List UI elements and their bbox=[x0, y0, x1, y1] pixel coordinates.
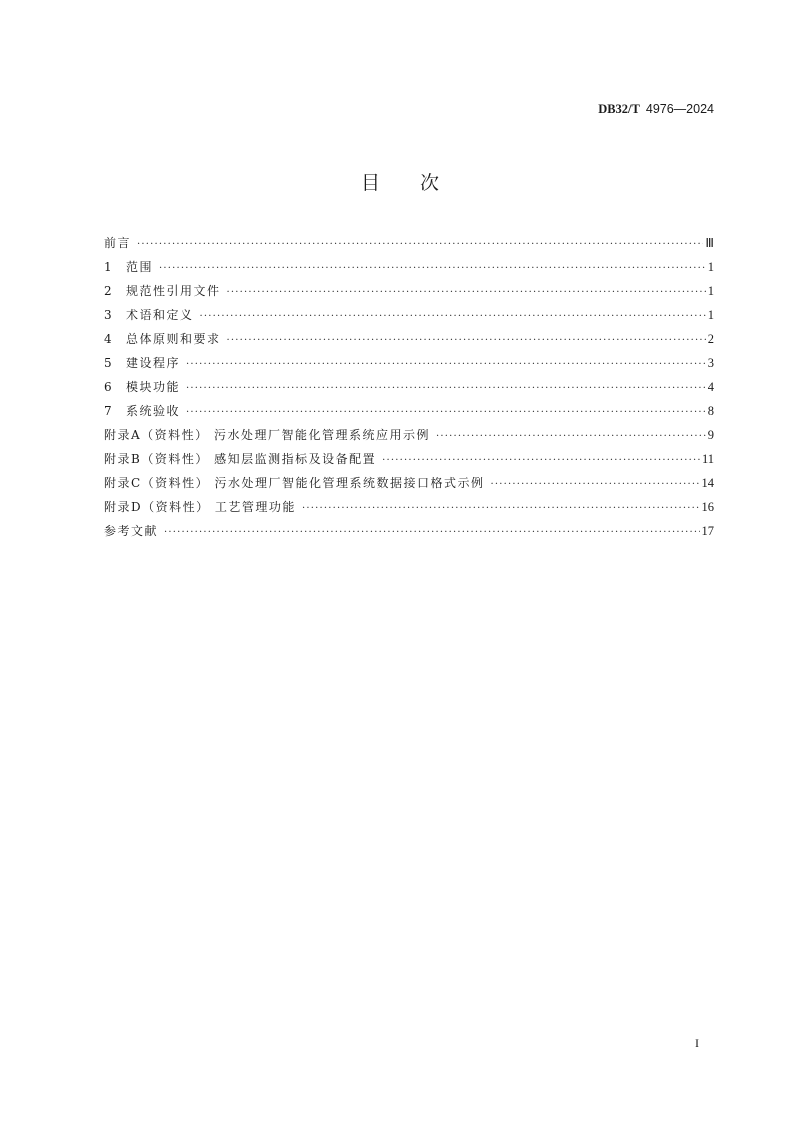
toc-entry-page: 3 bbox=[707, 356, 714, 370]
table-of-contents bbox=[104, 234, 714, 546]
toc-entry-page: 9 bbox=[707, 428, 714, 442]
toc-entry-4[interactable] bbox=[104, 330, 714, 354]
toc-entry-label: 术语和定义 bbox=[126, 308, 194, 322]
toc-entry-number: 6 bbox=[104, 380, 112, 394]
toc-entry-page: 2 bbox=[707, 332, 714, 346]
standard-code-number: 4976—2024 bbox=[645, 102, 714, 116]
dot-leader bbox=[186, 359, 706, 370]
toc-entry-5[interactable] bbox=[104, 354, 714, 378]
toc-entry-label: 建设程序 bbox=[126, 356, 181, 370]
dot-leader bbox=[200, 311, 706, 322]
dot-leader bbox=[164, 527, 699, 538]
toc-entry-page: Ⅲ bbox=[705, 236, 714, 250]
toc-entry-2[interactable] bbox=[104, 282, 714, 306]
toc-entry-number: 5 bbox=[104, 356, 112, 370]
toc-entry-number: 1 bbox=[104, 260, 112, 274]
toc-entry-page: 11 bbox=[701, 452, 714, 466]
standard-code bbox=[598, 101, 714, 117]
toc-entry-label: 附录B（资料性） 感知层监测指标及设备配置 bbox=[104, 452, 377, 466]
toc-entry-appendix-b[interactable] bbox=[104, 450, 714, 474]
toc-entry-label: 附录A（资料性） 污水处理厂智能化管理系统应用示例 bbox=[104, 428, 430, 442]
toc-entry-1[interactable] bbox=[104, 258, 714, 282]
dot-leader bbox=[491, 479, 700, 490]
toc-entry-page: 1 bbox=[707, 308, 714, 322]
toc-entry-number: 3 bbox=[104, 308, 112, 322]
toc-entry-6[interactable] bbox=[104, 378, 714, 402]
toc-entry-page: 17 bbox=[701, 524, 714, 538]
toc-entry-label: 范围 bbox=[126, 260, 154, 274]
toc-entry-page: 1 bbox=[707, 284, 714, 298]
toc-entry-label: 规范性引用文件 bbox=[126, 284, 221, 298]
toc-entry-number: 4 bbox=[104, 332, 112, 346]
toc-entry-3[interactable] bbox=[104, 306, 714, 330]
toc-entry-number: 7 bbox=[104, 404, 112, 418]
dot-leader bbox=[302, 503, 700, 514]
standard-code-prefix: DB32/T bbox=[598, 102, 640, 116]
toc-entry-label: 总体原则和要求 bbox=[126, 332, 221, 346]
toc-entry-label: 附录D（资料性） 工艺管理功能 bbox=[104, 500, 296, 514]
toc-entry-appendix-a[interactable] bbox=[104, 426, 714, 450]
toc-entry-bibliography[interactable] bbox=[104, 522, 714, 546]
page-number: I bbox=[695, 1036, 699, 1050]
toc-entry-label: 模块功能 bbox=[126, 380, 181, 394]
toc-entry-appendix-c[interactable] bbox=[104, 474, 714, 498]
toc-entry-page: 1 bbox=[707, 260, 714, 274]
toc-entry-label: 系统验收 bbox=[126, 404, 181, 418]
toc-entry-appendix-d[interactable] bbox=[104, 498, 714, 522]
toc-entry-page: 8 bbox=[707, 404, 714, 418]
toc-entry-page: 14 bbox=[701, 476, 714, 490]
toc-entry-label: 前言 bbox=[104, 236, 132, 250]
page-title-char-1: 目 bbox=[360, 172, 380, 194]
dot-leader bbox=[137, 239, 703, 250]
dot-leader bbox=[382, 455, 700, 466]
page-title-char-2: 次 bbox=[420, 172, 440, 194]
toc-entry-foreword[interactable] bbox=[104, 234, 714, 258]
dot-leader bbox=[227, 287, 706, 298]
toc-entry-page: 16 bbox=[701, 500, 714, 514]
page-title bbox=[0, 168, 800, 195]
dot-leader bbox=[186, 383, 706, 394]
toc-entry-label: 参考文献 bbox=[104, 524, 159, 538]
dot-leader bbox=[186, 407, 706, 418]
toc-entry-number: 2 bbox=[104, 284, 112, 298]
dot-leader bbox=[159, 263, 706, 274]
toc-entry-label: 附录C（资料性） 污水处理厂智能化管理系统数据接口格式示例 bbox=[104, 476, 485, 490]
dot-leader bbox=[227, 335, 706, 346]
dot-leader bbox=[436, 431, 706, 442]
toc-entry-page: 4 bbox=[707, 380, 714, 394]
toc-entry-7[interactable] bbox=[104, 402, 714, 426]
